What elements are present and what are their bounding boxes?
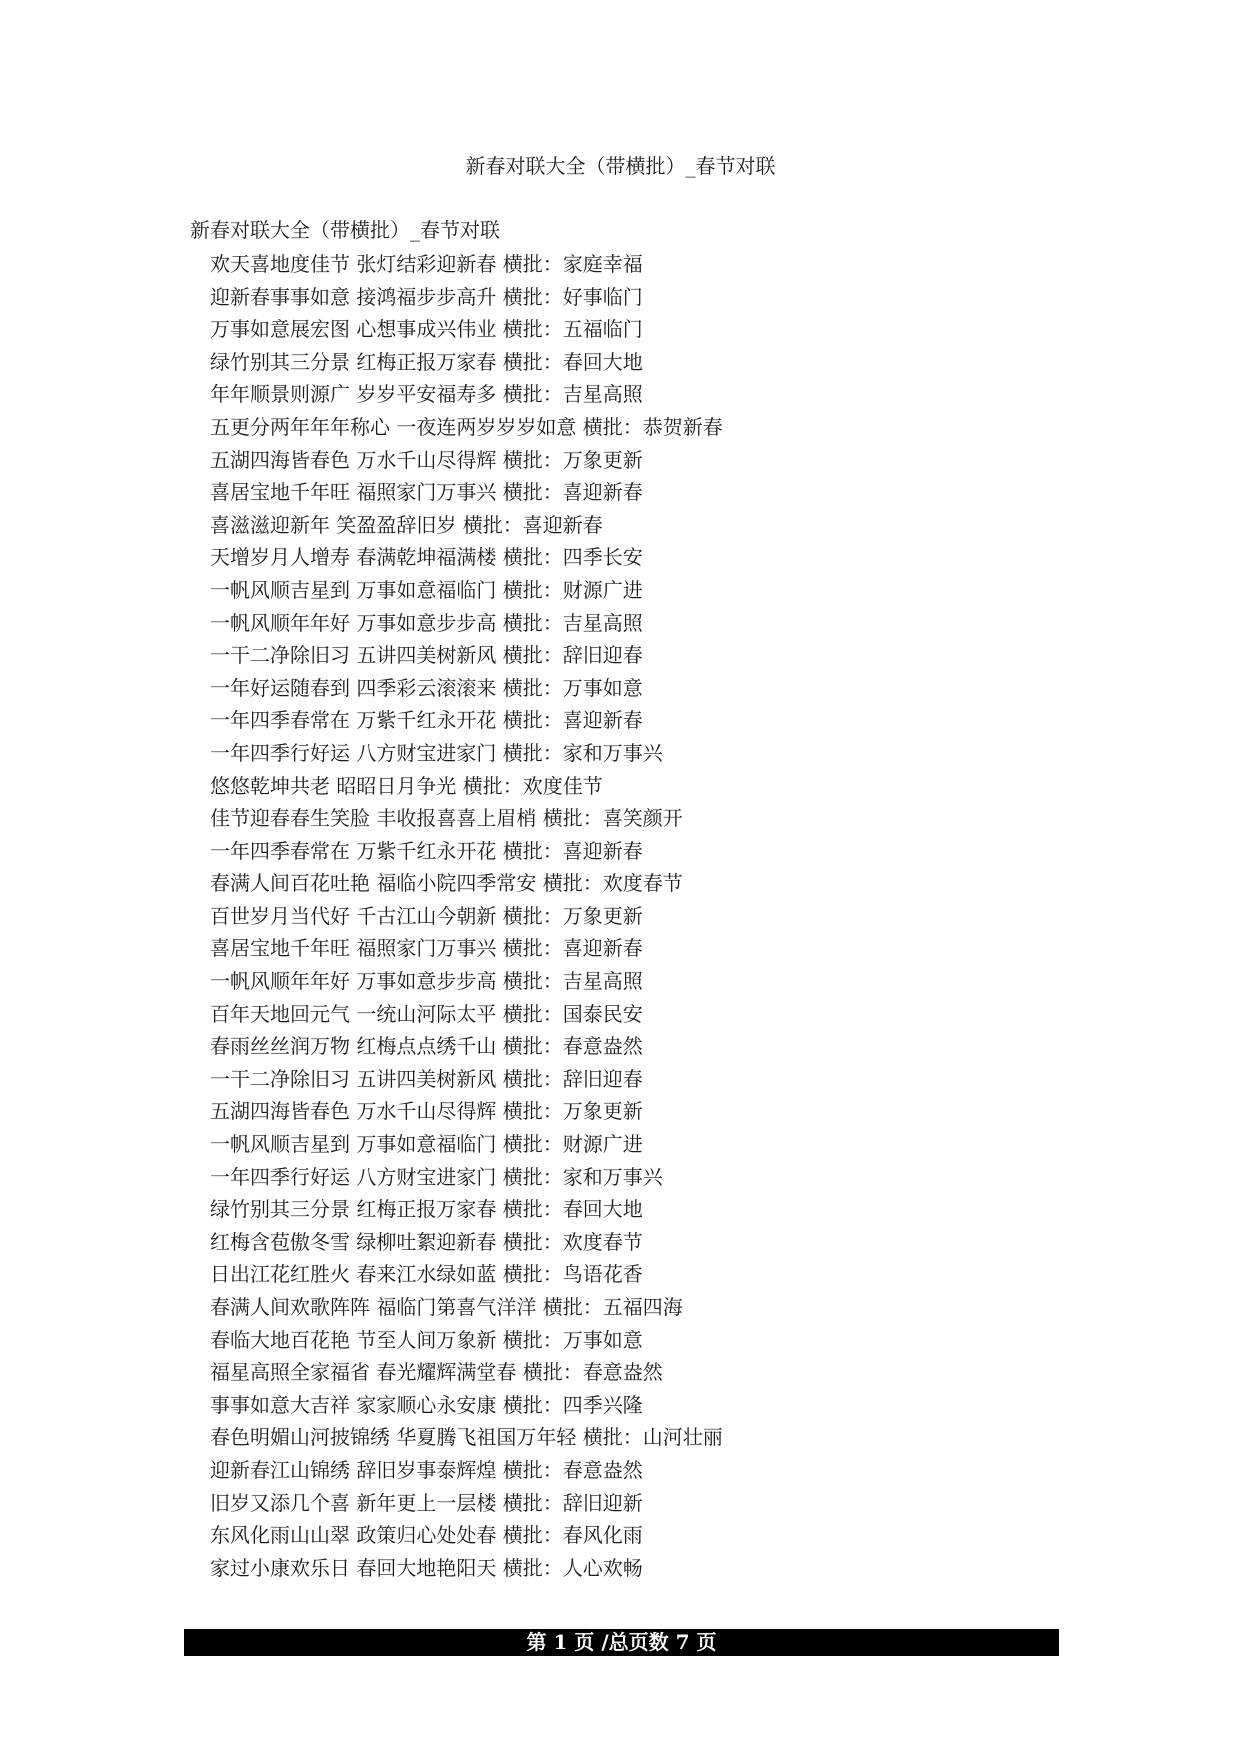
couplet-line: 一年四季行好运 八方财宝进家门 横批：家和万事兴: [210, 1164, 663, 1189]
couplet-line: 绿竹别其三分景 红梅正报万家春 横批：春回大地: [210, 1197, 643, 1222]
couplet-line: 万事如意展宏图 心想事成兴伟业 横批：五福临门: [210, 317, 643, 342]
couplet-line: 百世岁月当代好 千古江山今朝新 横批：万象更新: [210, 903, 643, 928]
couplet-line: 一帆风顺吉星到 万事如意福临门 横批：财源广进: [210, 577, 643, 602]
couplet-line: 春临大地百花艳 节至人间万象新 横批：万事如意: [210, 1327, 643, 1352]
page-title: 新春对联大全（带横批）_春节对联: [465, 154, 776, 178]
couplet-line: 一年好运随春到 四季彩云滚滚来 横批：万事如意: [210, 675, 643, 700]
couplet-line: 一帆风顺年年好 万事如意步步高 横批：吉星高照: [210, 969, 643, 994]
couplet-line: 春色明媚山河披锦绣 华夏腾飞祖国万年轻 横批：山河壮丽: [210, 1425, 723, 1450]
couplet-line: 春雨丝丝润万物 红梅点点绣千山 横批：春意盎然: [210, 1034, 643, 1059]
couplet-line: 天增岁月人增寿 春满乾坤福满楼 横批：四季长安: [210, 545, 643, 570]
couplet-line: 佳节迎春春生笑脸 丰收报喜喜上眉梢 横批：喜笑颜开: [210, 806, 683, 831]
couplet-line: 喜居宝地千年旺 福照家门万事兴 横批：喜迎新春: [210, 936, 643, 961]
couplet-list: [210, 248, 723, 1584]
couplet-line: 家过小康欢乐日 春回大地艳阳天 横批：人心欢畅: [210, 1555, 643, 1580]
couplet-line: 一年四季春常在 万紫千红永开花 横批：喜迎新春: [210, 708, 643, 733]
couplet-line: 日出江花红胜火 春来江水绿如蓝 横批：鸟语花香: [210, 1262, 643, 1287]
couplet-line: 喜居宝地千年旺 福照家门万事兴 横批：喜迎新春: [210, 480, 643, 505]
couplet-line: 一年四季春常在 万紫千红永开花 横批：喜迎新春: [210, 838, 643, 863]
couplet-line: 五湖四海皆春色 万水千山尽得辉 横批：万象更新: [210, 1099, 643, 1124]
couplet-line: 喜滋滋迎新年 笑盈盈辞旧岁 横批：喜迎新春: [210, 512, 603, 537]
couplet-line: 悠悠乾坤共老 昭昭日月争光 横批：欢度佳节: [210, 773, 603, 798]
couplet-line: 一干二净除旧习 五讲四美树新风 横批：辞旧迎春: [210, 1066, 643, 1091]
couplet-line: 红梅含苞傲冬雪 绿柳吐絮迎新春 横批：欢度春节: [210, 1229, 643, 1254]
couplet-line: 一帆风顺年年好 万事如意步步高 横批：吉星高照: [210, 610, 643, 635]
couplet-line: 春满人间百花吐艳 福临小院四季常安 横批：欢度春节: [210, 871, 683, 896]
document-heading: 新春对联大全（带横批）_春节对联: [190, 218, 500, 242]
couplet-line: 春满人间欢歌阵阵 福临门第喜气洋洋 横批：五福四海: [210, 1295, 683, 1319]
couplet-line: 五更分两年年年称心 一夜连两岁岁岁如意 横批：恭贺新春: [210, 414, 723, 439]
couplet-line: 绿竹别其三分景 红梅正报万家春 横批：春回大地: [210, 349, 643, 374]
couplet-line: 年年顺景则源广 岁岁平安福寿多 横批：吉星高照: [210, 382, 643, 407]
couplet-line: 一年四季行好运 八方财宝进家门 横批：家和万事兴: [210, 740, 663, 765]
couplet-line: 欢天喜地度佳节 张灯结彩迎新春 横批：家庭幸福: [210, 252, 643, 276]
couplet-line: 五湖四海皆春色 万水千山尽得辉 横批：万象更新: [210, 447, 643, 472]
couplet-line: 一干二净除旧习 五讲四美树新风 横批：辞旧迎春: [210, 643, 643, 668]
couplet-line: 事事如意大吉祥 家家顺心永安康 横批：四季兴隆: [210, 1392, 643, 1417]
couplet-line: 迎新春江山锦绣 辞旧岁事泰辉煌 横批：春意盎然: [210, 1457, 643, 1482]
page-footer: [184, 1629, 1059, 1656]
couplet-line: 迎新春事事如意 接鸿福步步高升 横批：好事临门: [210, 284, 643, 309]
page-number-indicator: 第 1 页 /总页数 7 页: [526, 1630, 717, 1654]
couplet-line: 福星高照全家福省 春光耀辉满堂春 横批：春意盎然: [210, 1360, 663, 1385]
couplet-line: 百年天地回元气 一统山河际太平 横批：国泰民安: [210, 1001, 643, 1026]
couplet-line: 旧岁又添几个喜 新年更上一层楼 横批：辞旧迎新: [210, 1490, 643, 1515]
couplet-line: 东风化雨山山翠 政策归心处处春 横批：春风化雨: [210, 1523, 643, 1548]
couplet-line: 一帆风顺吉星到 万事如意福临门 横批：财源广进: [210, 1132, 643, 1157]
